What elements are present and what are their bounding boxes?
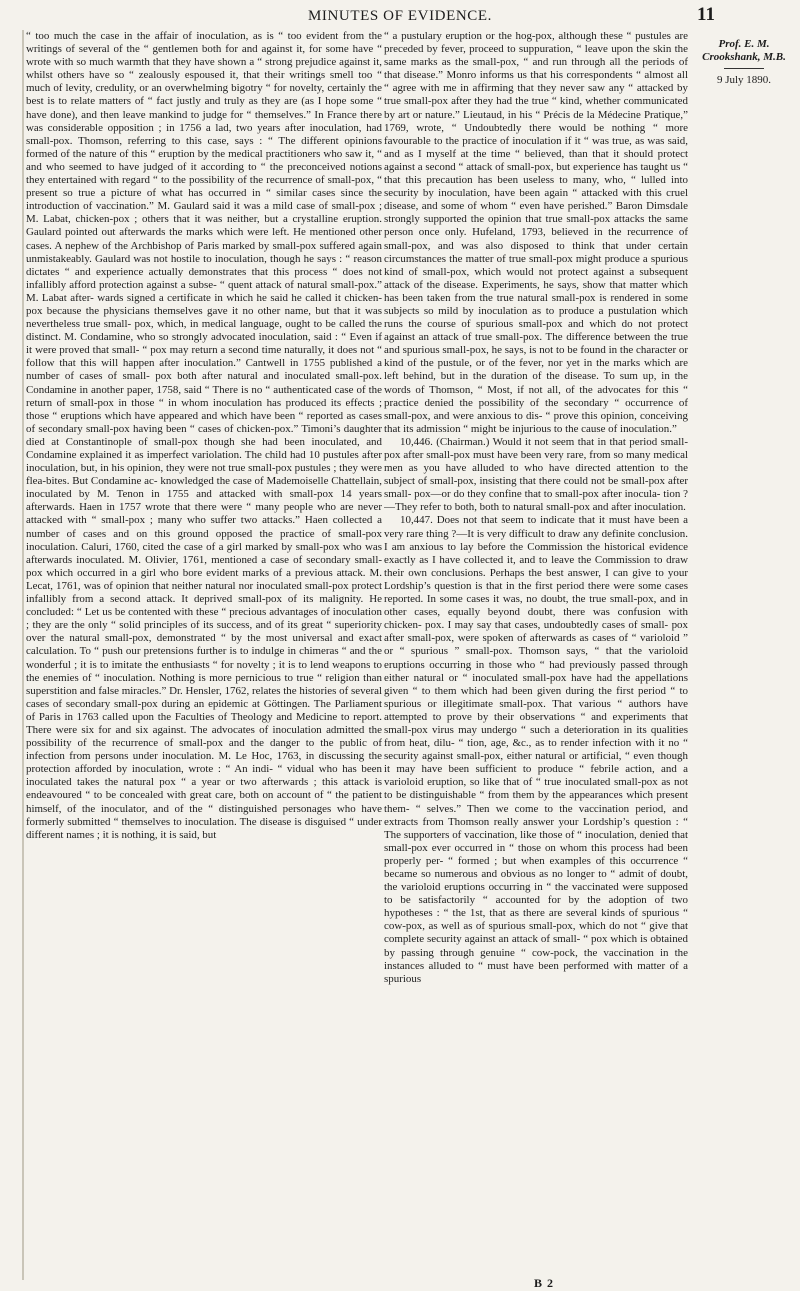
- left-paragraph: “ too much the case in the affair of inoculation, as is “ too evident from the writings of several of the “ gentlemen both for and against it, for some have “ wrote with so much warmth that they have shown a “ strong prejudice against it, whilst others have so “ zealously espoused it, that their writings smell too “ much of levity, credulity, or an overwhelming bigotry “ for novelty, certainly the best is to relate matters of “ fact justly and truly as they are (as I hope some “ have done), and then leave mankind to judge for “ themselves.” In France there was considerable opposition ; in 1756 a lad, two years after inoculation, had small-pox. Thomson, referring to this case, says : “ The different opinions formed of the nature of this “ eruption by the medical practitioners who saw it, “ and who seemed to have judged of it according to “ the preconceived notions they entertained with regard “ to the possibility of the recurrence of small-pox, “ present so true a picture of what has occurred in “ similar cases since the introduction of vaccination.” M. Gaulard said it was a mild case of small-pox ; M. Labat, chicken-pox ; others that it was neither, but a crystalline eruption. Gaulard pointed out afterwards the marks which were left. He mentioned other cases. A nephew of the Archbishop of Paris marked by small-pox suffered again unmistakeably. Gaulard was not hostile to inoculation, though he says : “ reason dictates “ and experience actually demonstrates that this process “ does not infallibly afford protection against a subse- “ quent attack of natural small-pox.” M. Labat after- wards signed a certificate in which he said he called it chicken-pox because the physicians themselves gave it no other name, but that it was nevertheless true small- pox, which, in medical language, ought to be called the distinct. M. Condamine, who so strongly advocated inoculation, said : “ Even if it were proved that small- “ pox may return a second time naturally, it does not “ follow that this will happen after inoculation.” Cantwell in 1755 published a number of cases of small- pox both after natural and inoculated small-pox. Condamine in another paper, 1758, said “ There is no “ authenticated case of the return of small-pox in those “ in whom inoculation has produced its effects ; those “ eruptions which have appeared and which have been “ reported as cases of secondary small-pox having been “ cases of chicken-pox.” Timoni’s daughter died at Constantinople of small-pox though she had been inoculated, and Condamine explained it as imperfect variolation. The child had 10 pustules after inoculation, but, in his opinion, they were not true small-pox pustules ; they were flea-bites. But Condamine ac- knowledged the case of Mademoiselle Chattellain, inoculated by M. Tenon in 1755 and attacked with small-pox 14 years afterwards. Haen in 1757 wrote that there were “ many people who are never attacked with “ small-pox ; many who suffer two attacks.” Haen collected a number of cases and on this ground opposed the practice of small-pox inoculation. Caluri, 1760, cited the case of a girl marked by small-pox who was afterwards inoculated. M. Olivier, 1761, mentioned a case of secondary small-pox which occurred in a girl who bore evident marks of a previous attack. M. Lecat, 1761, was of opinion that neither natural nor inoculated small-pox protect infallibly from a second attack. It deprived small-pox of its malignity. He concluded: “ Let us be contented with these “ precious advantages of inoculation ; they are the only “ solid principles of its success, and of its great “ superiority over the natural small-pox, demonstrated “ by the most universal and exact calculation. To “ push our pretensions further is to indulge in chimeras “ and the wonderful ; it is to imitate the enthusiasts “ for novelty ; it is to lend weapons to the enemies of “ inoculation. Nothing is more pernicious to true “ religion than superstition and false miracles.” Dr. Hensler, 1762, relates the histories of several cases of secondary small-pox during an epidemic at Göttingen. The Parliament of Paris in 1763 called upon the Faculties of Theology and Medicine to report. There were six for and six against. The advocates of inoculation admitted the possibility of the recurrence of small-pox and the danger to the public of infection from persons under inoculation. M. Le Hoc, 1763, in discussing the protection afforded by inoculation, wrote : “ An indi- “ vidual who has been inoculated takes the natural pox “ a year or two afterwards ; this attack is endeavoured “ to be concealed with great care, both on account of “ the patient himself, of the inoculator, and of the “ distinguished personages who have formerly submitted “ themselves to inoculation. The disease is disguised “ under different names ; it is nothing, it is said, but: [26, 30, 382, 841]
- right-column: [384, 30, 688, 1280]
- witness-margin-note: [698, 38, 790, 87]
- running-head: MINUTES OF EVIDENCE.: [307, 8, 493, 24]
- question-10447: 10,447. Does not that seem to indicate that it must have been a very rare thing ?—It is very difficult to draw any definite conclusion. I am anxious to lay before the Commission the historical evidence exactly as I have collected it, and to leave the Commission to draw their own conclusions. Perhaps the best answer, I can give to your Lordship’s question is that in the first period there were some cases reported. In some cases it was, no doubt, the true small-pox, and in other cases, equally beyond doubt, there was confusion with chicken- pox. I may say that cases, undoubtedly cases of small- pox after small-pox, were spoken of afterwards as cases of “ varioloid ” or “ spurious ” small-pox. Thomson says, “ that the varioloid eruptions occurring in those who “ had previously passed through either natural or “ inoculated small-pox have had the appellations given “ to them which had been given during the first period “ to spurious or illegitimate small-pox. That various “ authors have attempted to prove by their observations “ and experiments that small-pox virus may undergo “ such a deterioration in its qualities from heat, dilu- “ tion, age, &c., as to render infection with it no “ security against small-pox, either natural or artificial, “ even though it may have been sufficient to produce “ febrile action, and a varioloid eruption, so like that of “ true inoculated small-pox as not to be distinguishable “ from them by the appearances which present them- “ selves.” Then we come to the vaccination period, and extracts from Thomson really answer your Lordship’s question : “ The supporters of vaccination, like those of “ inoculation, denied that small-pox ever occurred in “ those on whom this process had been properly per- “ formed ; but when examples of this occurrence “ became so numerous and obvious as no longer to “ admit of doubt, the varioloid eruptions occurring in “ the vaccinated were supposed to be satisfactorily “ accounted for by the adoption of two hypotheses : “ the 1st, that as there are several kinds of spurious “ cow-pox, as well as of spurious small-pox, which do not “ give that complete security against an attack of small- “ pox which is obtained by passing through genuine “ cow-pock, the vaccination in the instances alluded to “ must have been performed with matter of a spurious: [384, 514, 688, 985]
- signature-mark: B 2: [534, 1276, 555, 1290]
- witness-name: Prof. E. M. Crookshank, M.B.: [702, 38, 786, 63]
- question-10446: 10,446. (Chairman.) Would it not seem that in that period small-pox after small-pox must have been very rare, from so many medical men as you have alluded to who have directed attention to the subject of small-pox, insisting that there could not be small-pox after small- pox—or do they confine that to small-pox after inocula- tion ?—They refer to both, both to natural small-pox and after inoculation.: [384, 435, 688, 514]
- margin-divider: [724, 68, 764, 69]
- left-column: [22, 30, 382, 1280]
- page-header: [0, 4, 800, 30]
- witness-date: 9 July 1890.: [716, 74, 772, 86]
- right-paragraph: “ a pustulary eruption or the hog-pox, although these “ pustules are preceded by fever, proceed to suppuration, “ leave upon the skin the same marks as the small-pox, “ and run through all the periods of that disease.” Monro informs us that his correspondents “ almost all “ agree with me in affirming that they never saw any “ attacked by true small-pox after they had the true “ kind, whether communicated by art or nature.” Lieutaud, in his “ Précis de la Médecine Pratique,” 1769, wrote, “ Undoubtedly there would be nothing “ more favourable to the practice of inoculation if it “ was true, as was said, and as I myself at the time “ believed, than that it should protect against a second “ attack of small-pox, but experience has taught us “ that this precaution has been useless to many, who, “ lulled into security by inoculation, have been again “ attacked with this cruel disease, and some of whom “ even have perished.” Baron Dimsdale strongly supported the opinion that true small-pox attacks the same person once only. Hufeland, 1793, believed in the recurrence of small-pox, and was also disposed to think that under certain circumstances the matter of true small-pox might produce a spurious kind of small-pox, which would not protect against a subsequent attack of the disease. Experiments, he says, show that matter which has been taken from the true natural small-pox is rendered in some subjects so mild by inoculation as to produce a pustulation which runs the course of spurious small-pox and which do not protect against an attack of true small-pox. The difference between the true and spurious small-pox, he says, is not to be found in the character or kind of the pustule, or of the fever, nor yet in the marks which are left behind, but in the duration of the disease. To sum up, in the words of Thomson, “ Most, if not all, of the advocates for this “ practice denied the possibility of the secondary “ occurrence of small-pox, and were anxious to dis- “ prove this opinion, conceiving that its admission “ might be injurious to the cause of inoculation.”: [384, 30, 688, 435]
- page-number: 11: [697, 4, 715, 25]
